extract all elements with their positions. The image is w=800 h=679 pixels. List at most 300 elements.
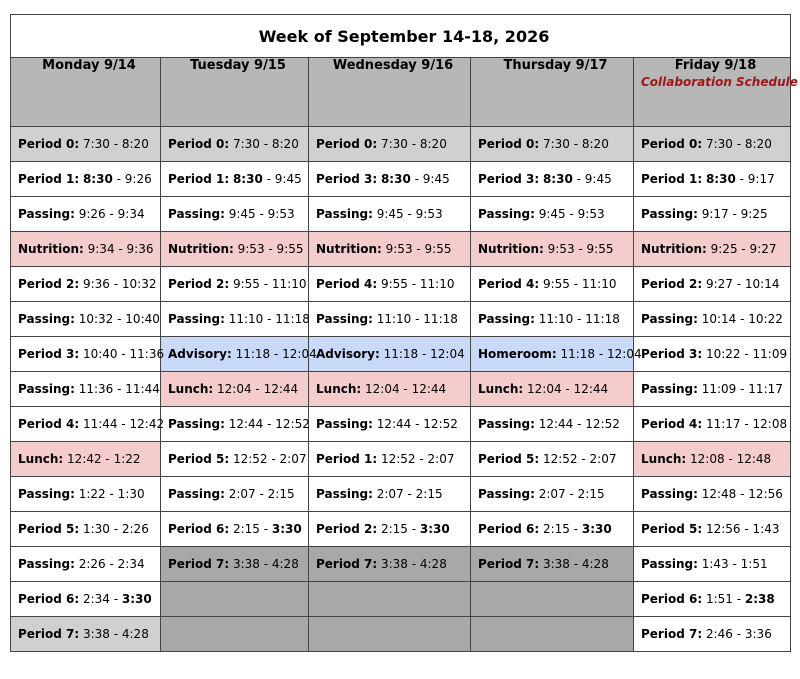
slot-end-time: 4:28 (419, 557, 447, 571)
table-row (11, 547, 791, 582)
time-separator: - (255, 487, 268, 501)
empty-cell-thursday (471, 582, 634, 617)
schedule-cell-wednesday (309, 477, 471, 512)
time-separator: - (407, 277, 420, 291)
schedule-cell-monday (11, 197, 161, 232)
schedule-cell-wednesday (309, 127, 471, 162)
slot-start-time: 12:44 (376, 417, 412, 431)
slot-end-time: 9:53 (415, 207, 443, 221)
slot-start-time: 1:51 (705, 592, 733, 606)
schedule-cell-monday (11, 442, 161, 477)
schedule-title: Week of September 14-18, 2026 (11, 15, 791, 58)
slot-label: Passing: (478, 312, 535, 326)
slot-start-time: 10:14 (701, 312, 737, 326)
time-separator: - (109, 592, 122, 606)
schedule-cell-thursday (471, 302, 634, 337)
schedule-cell-wednesday (309, 407, 471, 442)
table-row (11, 302, 791, 337)
schedule-cell-wednesday (309, 442, 471, 477)
day-label: Monday 9/14 (42, 58, 136, 73)
schedule-cell-monday (11, 267, 161, 302)
slot-label: Nutrition: (478, 242, 544, 256)
slot-label: Passing: (18, 557, 75, 571)
slot-start-time: 7:30 (232, 137, 260, 151)
schedule-cell-monday (11, 127, 161, 162)
day-header-friday (634, 58, 798, 127)
slot-end-time: 12:48 (736, 452, 772, 466)
slot-start-time: 12:52 (380, 452, 416, 466)
slot-label: Period 5: (168, 452, 230, 466)
slot-start-time: 11:18 (235, 347, 271, 361)
slot-start-time: 10:22 (705, 347, 741, 361)
slot-start-time: 12:52 (232, 452, 268, 466)
time-separator: - (259, 277, 272, 291)
slot-start-time: 2:07 (228, 487, 256, 501)
time-separator: - (410, 172, 423, 186)
time-separator: - (595, 347, 608, 361)
slot-label: Period 7: (18, 627, 80, 641)
slot-start-time: 9:34 (87, 242, 115, 256)
empty-cell-thursday (471, 617, 634, 652)
empty-cell-tuesday (161, 617, 309, 652)
time-separator: - (407, 557, 420, 571)
schedule-cell-thursday (471, 547, 634, 582)
slot-end-time: 9:53 (267, 207, 295, 221)
day-label: Thursday 9/17 (503, 58, 608, 73)
slot-start-time: 11:10 (376, 312, 412, 326)
slot-end-time: 8:20 (581, 137, 609, 151)
slot-label: Lunch: (18, 452, 64, 466)
table-row (11, 407, 791, 442)
slot-label: Passing: (641, 312, 698, 326)
schedule-cell-friday (634, 407, 791, 442)
slot-start-time: 7:30 (82, 137, 110, 151)
slot-label: Period 1: (18, 172, 80, 186)
slot-start-time: 9:55 (542, 277, 570, 291)
slot-start-time: 8:30 (82, 172, 113, 186)
time-separator: - (270, 347, 283, 361)
slot-label: Period 6: (641, 592, 703, 606)
slot-label: Period 0: (168, 137, 230, 151)
slot-end-time: 2:15 (415, 487, 443, 501)
slot-label: Period 0: (478, 137, 540, 151)
time-separator: - (267, 452, 280, 466)
slot-start-time: 11:10 (228, 312, 264, 326)
slot-label: Passing: (18, 487, 75, 501)
schedule-cell-friday (634, 512, 791, 547)
slot-label: Period 0: (18, 137, 80, 151)
schedule-cell-monday (11, 232, 161, 267)
slot-start-time: 7:30 (705, 137, 733, 151)
slot-end-time: 2:38 (744, 592, 775, 606)
time-separator: - (259, 557, 272, 571)
slot-end-time: 3:30 (271, 522, 302, 536)
table-row (11, 512, 791, 547)
empty-cell-tuesday (161, 582, 309, 617)
schedule-cell-wednesday (309, 162, 471, 197)
slot-start-time: 10:32 (78, 312, 114, 326)
slot-label: Passing: (641, 207, 698, 221)
slot-start-time: 1:30 (82, 522, 110, 536)
slot-start-time: 1:22 (78, 487, 106, 501)
slot-end-time: 2:34 (117, 557, 145, 571)
time-separator: - (399, 382, 412, 396)
slot-end-time: 1:51 (740, 557, 768, 571)
time-separator: - (572, 172, 585, 186)
time-separator: - (109, 277, 122, 291)
slot-end-time: 9:45 (274, 172, 302, 186)
schedule-cell-tuesday (161, 442, 309, 477)
slot-end-time: 12:42 (129, 417, 165, 431)
schedule-cell-tuesday (161, 302, 309, 337)
schedule-cell-friday (634, 337, 791, 372)
slot-label: Nutrition: (168, 242, 234, 256)
table-row (11, 442, 791, 477)
slot-end-time: 4:28 (581, 557, 609, 571)
table-row (11, 582, 791, 617)
slot-label: Lunch: (168, 382, 214, 396)
schedule-cell-monday (11, 547, 161, 582)
day-header-thursday (471, 58, 634, 127)
slot-label: Period 6: (478, 522, 540, 536)
schedule-cell-thursday (471, 127, 634, 162)
schedule-cell-wednesday (309, 512, 471, 547)
slot-start-time: 9:45 (228, 207, 256, 221)
slot-end-time: 9:25 (740, 207, 768, 221)
slot-end-time: 12:44 (411, 382, 447, 396)
time-separator: - (732, 592, 745, 606)
schedule-cell-monday (11, 617, 161, 652)
slot-start-time: 2:15 (232, 522, 260, 536)
time-separator: - (113, 312, 126, 326)
time-separator: - (569, 522, 582, 536)
slot-label: Passing: (18, 312, 75, 326)
schedule-cell-tuesday (161, 197, 309, 232)
slot-start-time: 12:04 (527, 382, 562, 396)
slot-start-time: 8:30 (705, 172, 736, 186)
slot-label: Passing: (478, 487, 535, 501)
schedule-cell-monday (11, 512, 161, 547)
slot-end-time: 1:43 (752, 522, 780, 536)
time-separator: - (109, 627, 122, 641)
slot-label: Period 3: (316, 172, 378, 186)
slot-start-time: 11:18 (383, 347, 419, 361)
slot-start-time: 7:30 (542, 137, 570, 151)
time-separator: - (732, 137, 745, 151)
schedule-cell-wednesday (309, 232, 471, 267)
time-separator: - (732, 627, 745, 641)
slot-start-time: 12:52 (542, 452, 578, 466)
time-separator: - (740, 347, 753, 361)
schedule-cell-wednesday (309, 302, 471, 337)
schedule-cell-tuesday (161, 337, 317, 372)
time-separator: - (724, 452, 737, 466)
day-header-monday (11, 58, 161, 127)
slot-label: Nutrition: (641, 242, 707, 256)
time-separator: - (403, 487, 416, 501)
schedule-cell-friday (634, 372, 791, 407)
slot-end-time: 1:22 (113, 452, 141, 466)
time-separator: - (565, 207, 578, 221)
slot-label: Passing: (316, 487, 373, 501)
slot-start-time: 12:56 (705, 522, 741, 536)
table-row (11, 617, 791, 652)
slot-start-time: 8:30 (232, 172, 263, 186)
time-separator: - (737, 242, 750, 256)
slot-end-time: 11:10 (271, 277, 307, 291)
slot-label: Period 0: (641, 137, 703, 151)
schedule-cell-friday (634, 197, 791, 232)
slot-end-time: 9:34 (117, 207, 145, 221)
schedule-cell-thursday (471, 372, 634, 407)
slot-end-time: 3:36 (744, 627, 772, 641)
slot-end-time: 8:20 (744, 137, 772, 151)
slot-start-time: 8:30 (542, 172, 573, 186)
slot-start-time: 2:46 (705, 627, 733, 641)
slot-end-time: 2:07 (427, 452, 455, 466)
slot-label: Period 3: (478, 172, 540, 186)
slot-label: Passing: (641, 557, 698, 571)
schedule-cell-friday (634, 477, 791, 512)
slot-end-time: 3:30 (581, 522, 612, 536)
slot-label: Period 4: (18, 417, 80, 431)
slot-label: Period 0: (316, 137, 378, 151)
slot-end-time: 12:52 (423, 417, 458, 431)
schedule-cell-tuesday (161, 512, 309, 547)
slot-end-time: 8:20 (121, 137, 149, 151)
schedule-cell-friday (634, 127, 791, 162)
slot-end-time: 2:15 (577, 487, 605, 501)
slot-start-time: 3:38 (232, 557, 260, 571)
slot-label: Passing: (641, 382, 698, 396)
schedule-cell-wednesday (309, 547, 471, 582)
day-label: Friday 9/18 (674, 58, 757, 73)
schedule-cell-monday (11, 302, 161, 337)
slot-end-time: 2:26 (121, 522, 149, 536)
slot-label: Lunch: (641, 452, 687, 466)
schedule-cell-friday (634, 617, 791, 652)
time-separator: - (740, 417, 753, 431)
slot-end-time: 11:09 (752, 347, 788, 361)
slot-start-time: 2:15 (380, 522, 408, 536)
time-separator: - (403, 207, 416, 221)
table-row (11, 372, 791, 407)
time-separator: - (117, 417, 130, 431)
time-separator: - (736, 382, 749, 396)
slot-end-time: 9:53 (577, 207, 605, 221)
time-separator: - (255, 207, 268, 221)
day-subtitle: Collaboration Schedule (641, 75, 798, 89)
slot-label: Period 7: (316, 557, 378, 571)
slot-label: Period 2: (641, 277, 703, 291)
schedule-cell-monday (11, 162, 161, 197)
slot-end-time: 11:36 (129, 347, 165, 361)
schedule-cell-thursday (471, 232, 634, 267)
time-separator: - (101, 452, 114, 466)
day-header-wednesday (309, 58, 471, 127)
slot-start-time: 11:36 (78, 382, 114, 396)
slot-end-time: 11:10 (419, 277, 455, 291)
schedule-cell-thursday (471, 407, 634, 442)
slot-start-time: 9:26 (78, 207, 106, 221)
slot-start-time: 2:07 (376, 487, 404, 501)
schedule-cell-tuesday (161, 547, 309, 582)
slot-label: Advisory: (168, 347, 232, 361)
time-separator: - (117, 347, 130, 361)
slot-label: Advisory: (316, 347, 380, 361)
table-row (11, 477, 791, 512)
slot-end-time: 8:20 (419, 137, 447, 151)
slot-start-time: 2:15 (542, 522, 570, 536)
time-separator: - (565, 487, 578, 501)
slot-end-time: 2:07 (279, 452, 307, 466)
slot-start-time: 11:18 (560, 347, 596, 361)
slot-end-time: 10:40 (125, 312, 160, 326)
slot-label: Period 7: (641, 627, 703, 641)
empty-cell-wednesday (309, 582, 471, 617)
time-separator: - (736, 312, 749, 326)
slot-end-time: 3:30 (121, 592, 152, 606)
slot-start-time: 12:44 (228, 417, 264, 431)
slot-label: Passing: (168, 207, 225, 221)
weekly-schedule-table (10, 14, 798, 652)
table-row (11, 337, 791, 372)
schedule-cell-wednesday (309, 197, 471, 232)
schedule-cell-wednesday (309, 372, 471, 407)
schedule-cell-tuesday (161, 477, 309, 512)
slot-start-time: 8:30 (380, 172, 411, 186)
schedule-cell-friday (634, 442, 791, 477)
slot-label: Period 6: (168, 522, 230, 536)
time-separator: - (264, 242, 277, 256)
slot-label: Passing: (168, 487, 225, 501)
time-separator: - (573, 312, 586, 326)
slot-label: Period 5: (641, 522, 703, 536)
slot-end-time: 11:10 (581, 277, 617, 291)
slot-label: Period 1: (316, 452, 378, 466)
schedule-cell-friday (634, 302, 791, 337)
slot-start-time: 10:40 (82, 347, 118, 361)
slot-label: Lunch: (478, 382, 524, 396)
time-separator: - (259, 137, 272, 151)
slot-end-time: 11:18 (585, 312, 620, 326)
slot-end-time: 9:17 (747, 172, 775, 186)
schedule-cell-thursday (471, 512, 634, 547)
time-separator: - (105, 487, 118, 501)
slot-label: Nutrition: (18, 242, 84, 256)
slot-end-time: 9:26 (124, 172, 152, 186)
schedule-cell-friday (634, 547, 791, 582)
slot-end-time: 10:14 (744, 277, 780, 291)
slot-end-time: 10:22 (748, 312, 783, 326)
time-separator: - (732, 277, 745, 291)
schedule-cell-thursday (471, 477, 634, 512)
slot-label: Period 2: (18, 277, 80, 291)
slot-label: Period 4: (478, 277, 540, 291)
slot-end-time: 9:45 (422, 172, 450, 186)
slot-start-time: 12:42 (67, 452, 102, 466)
slot-label: Period 5: (478, 452, 540, 466)
time-separator: - (262, 172, 275, 186)
time-separator: - (736, 487, 749, 501)
slot-label: Passing: (168, 312, 225, 326)
slot-label: Passing: (316, 417, 373, 431)
day-label: Tuesday 9/15 (190, 58, 286, 73)
slot-end-time: 2:15 (267, 487, 295, 501)
slot-label: Passing: (18, 382, 75, 396)
slot-end-time: 12:08 (752, 417, 788, 431)
slot-start-time: 12:44 (538, 417, 574, 431)
table-row (11, 127, 791, 162)
slot-label: Period 2: (168, 277, 230, 291)
time-separator: - (105, 557, 118, 571)
slot-label: Passing: (168, 417, 225, 431)
time-separator: - (728, 207, 741, 221)
slot-end-time: 12:04 (607, 347, 642, 361)
slot-end-time: 12:04 (430, 347, 465, 361)
schedule-body (11, 127, 791, 652)
slot-start-time: 9:45 (538, 207, 566, 221)
slot-start-time: 2:26 (78, 557, 106, 571)
time-separator: - (263, 312, 276, 326)
time-separator: - (263, 417, 276, 431)
schedule-cell-friday (634, 582, 791, 617)
time-separator: - (411, 312, 424, 326)
table-row (11, 197, 791, 232)
schedule-cell-friday (634, 267, 791, 302)
slot-label: Passing: (316, 207, 373, 221)
slot-end-time: 11:44 (125, 382, 160, 396)
time-separator: - (109, 137, 122, 151)
slot-label: Homeroom: (478, 347, 557, 361)
schedule-cell-tuesday (161, 127, 309, 162)
slot-label: Period 6: (18, 592, 80, 606)
slot-end-time: 12:52 (585, 417, 620, 431)
schedule-cell-tuesday (161, 407, 309, 442)
empty-cell-wednesday (309, 617, 471, 652)
slot-start-time: 3:38 (542, 557, 570, 571)
slot-label: Passing: (641, 487, 698, 501)
slot-end-time: 12:52 (275, 417, 310, 431)
title-row (11, 15, 791, 58)
slot-start-time: 9:55 (380, 277, 408, 291)
day-header-row (11, 58, 791, 127)
schedule-cell-thursday (471, 162, 634, 197)
time-separator: - (112, 172, 125, 186)
slot-start-time: 12:04 (217, 382, 252, 396)
slot-start-time: 9:17 (701, 207, 729, 221)
day-label: Wednesday 9/16 (332, 58, 454, 73)
time-separator: - (740, 522, 753, 536)
table-row (11, 232, 791, 267)
schedule-cell-wednesday (309, 267, 471, 302)
slot-start-time: 1:43 (701, 557, 729, 571)
time-separator: - (105, 207, 118, 221)
slot-label: Passing: (316, 312, 373, 326)
slot-end-time: 12:56 (748, 487, 783, 501)
schedule-cell-monday (11, 337, 165, 372)
schedule-cell-tuesday (161, 232, 309, 267)
time-separator: - (415, 452, 428, 466)
slot-start-time: 11:10 (538, 312, 574, 326)
slot-label: Period 3: (18, 347, 80, 361)
day-header-tuesday (161, 58, 309, 127)
schedule-cell-monday (11, 477, 161, 512)
schedule-cell-monday (11, 582, 161, 617)
slot-start-time: 11:17 (705, 417, 741, 431)
slot-start-time: 12:08 (690, 452, 725, 466)
slot-end-time: 9:45 (584, 172, 612, 186)
